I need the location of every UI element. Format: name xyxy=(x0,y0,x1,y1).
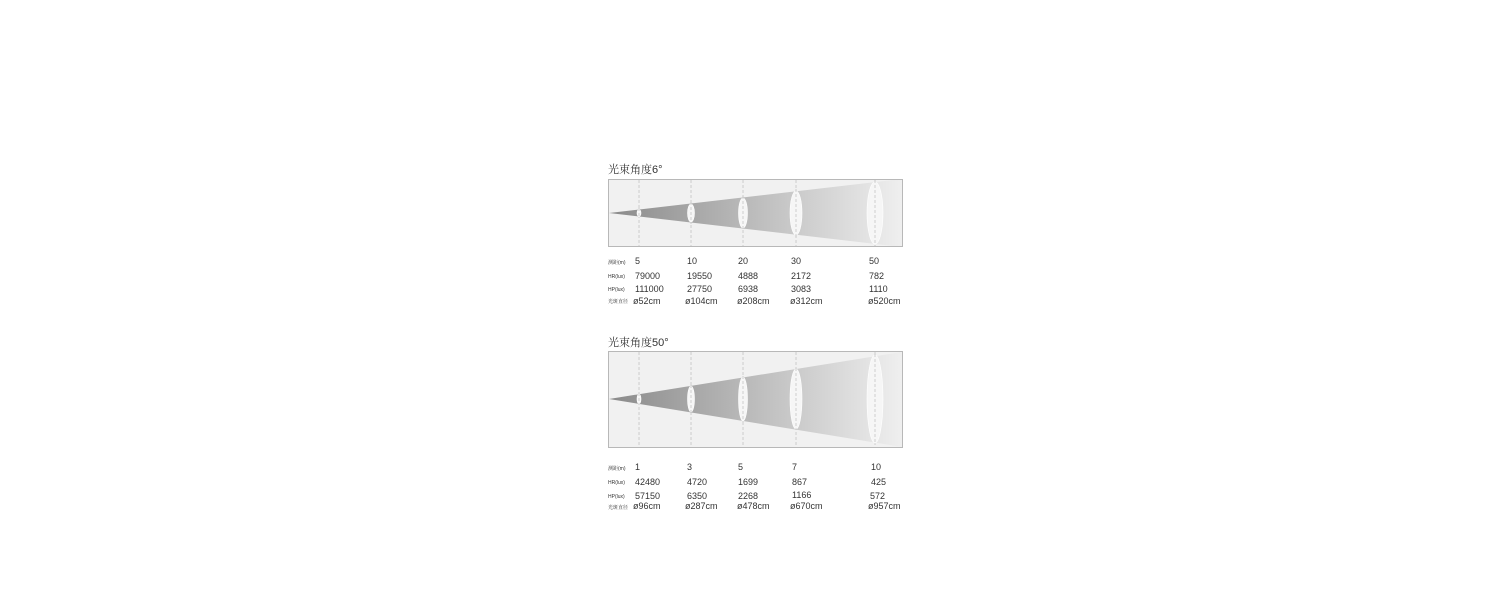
beam-cone xyxy=(609,180,902,246)
distance-value: 30 xyxy=(791,256,802,266)
distance-value: 10 xyxy=(871,462,882,472)
diameter-value: ø208cm xyxy=(737,296,770,306)
hp-label: HP(lux) xyxy=(608,287,625,293)
diameter-value: ø96cm xyxy=(633,501,661,511)
hp-value: 572 xyxy=(870,491,886,501)
diameter-value: ø104cm xyxy=(685,296,718,306)
section-title: 光束角度6° xyxy=(608,164,663,176)
diameter-value: ø957cm xyxy=(868,501,901,511)
distance-label: 测距(m) xyxy=(608,260,626,266)
hr-value: 4888 xyxy=(738,271,759,281)
light-spot xyxy=(790,191,802,235)
beam-angle-6-section xyxy=(608,160,904,310)
hr-value: 42480 xyxy=(635,477,661,487)
hr-label: HR(lux) xyxy=(608,274,625,280)
hp-value: 1110 xyxy=(869,284,888,294)
hr-value: 1699 xyxy=(738,477,759,487)
distance-value: 5 xyxy=(738,462,744,472)
hp-value: 2268 xyxy=(738,491,759,501)
distance-value: 7 xyxy=(792,462,798,472)
beam-cone-graphic xyxy=(609,352,902,447)
beam-diagram xyxy=(608,351,903,448)
distance-value: 20 xyxy=(738,256,749,266)
diameter-value: ø52cm xyxy=(633,296,661,306)
hr-value: 867 xyxy=(792,477,808,487)
hr-value: 4720 xyxy=(687,477,708,487)
distance-value: 50 xyxy=(869,256,880,266)
beam-diagram xyxy=(608,179,903,247)
hp-label: HP(lux) xyxy=(608,494,625,500)
hp-value: 111000 xyxy=(635,284,664,294)
section-title: 光束角度50° xyxy=(608,337,669,349)
beam-cone-graphic xyxy=(609,180,902,246)
hp-value: 6938 xyxy=(738,284,759,294)
hr-value: 2172 xyxy=(791,271,812,281)
beam-angle-50-section xyxy=(608,333,904,518)
diameter-value: ø670cm xyxy=(790,501,823,511)
hr-label: HR(lux) xyxy=(608,480,625,486)
distance-value: 5 xyxy=(635,256,641,266)
diameter-value: ø520cm xyxy=(868,296,901,306)
beam-cone xyxy=(609,352,902,447)
hp-value: 27750 xyxy=(687,284,713,294)
hr-value: 425 xyxy=(871,477,887,487)
diameter-value: ø478cm xyxy=(737,501,770,511)
hp-value: 3083 xyxy=(791,284,812,294)
distance-value: 1 xyxy=(635,462,641,472)
hr-value: 782 xyxy=(869,271,885,281)
distance-label: 测距(m) xyxy=(608,466,626,472)
light-spot xyxy=(688,386,695,412)
diameter-value: ø312cm xyxy=(790,296,823,306)
diameter-label: 光斑直径 xyxy=(608,299,629,305)
diameter-value: ø287cm xyxy=(685,501,718,511)
hr-value: 79000 xyxy=(635,271,661,281)
hp-value: 6350 xyxy=(687,491,708,501)
hp-value: 57150 xyxy=(635,491,661,501)
diameter-label: 光斑直径 xyxy=(608,505,629,511)
hp-value: 1166 xyxy=(792,490,812,500)
distance-value: 10 xyxy=(687,256,698,266)
hr-value: 19550 xyxy=(687,271,713,281)
distance-value: 3 xyxy=(687,462,693,472)
